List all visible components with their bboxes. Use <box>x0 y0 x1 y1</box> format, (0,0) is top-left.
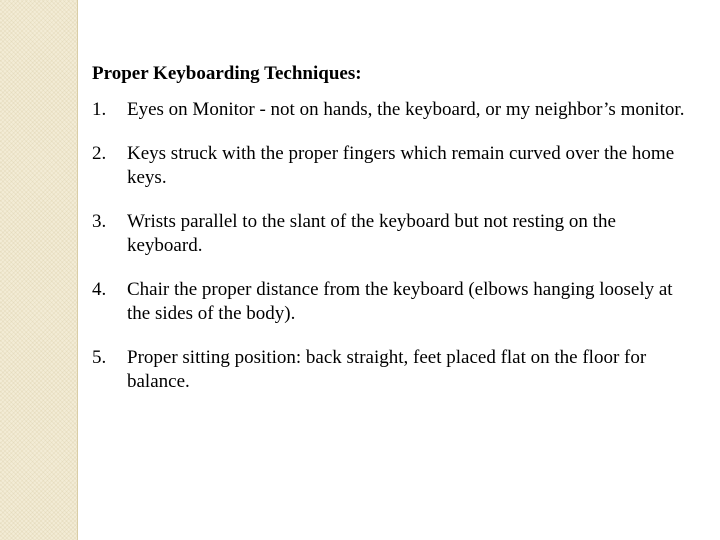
list-item-2 <box>92 142 692 190</box>
list-number: 1. <box>92 99 107 120</box>
list-item-text: Wrists parallel to the slant of the keyboard but not resting on the keyboard. <box>127 211 616 256</box>
slide-content <box>92 62 692 414</box>
list-number: 2. <box>92 143 107 164</box>
list-item-4 <box>92 278 692 326</box>
list-item-text: Proper sitting position: back straight, feet placed flat on the floor for balance. <box>127 347 647 392</box>
list-number: 4. <box>92 279 107 300</box>
slide-heading: Proper Keyboarding Techniques: <box>92 63 362 84</box>
list-number: 5. <box>92 347 107 368</box>
list-item-1 <box>92 98 692 122</box>
list-item-text: Eyes on Monitor - not on hands, the keyboard, or my neighbor’s monitor. <box>127 99 685 120</box>
list-number: 3. <box>92 211 107 232</box>
list-item-text: Keys struck with the proper fingers which remain curved over the home keys. <box>127 143 675 188</box>
list-item-text: Chair the proper distance from the keyboard (elbows hanging loosely at the sides of the body). <box>127 279 673 324</box>
list-item-3 <box>92 210 692 258</box>
list-item-5 <box>92 346 692 394</box>
side-stripe-divider <box>77 0 78 540</box>
decorative-side-stripe <box>0 0 78 540</box>
